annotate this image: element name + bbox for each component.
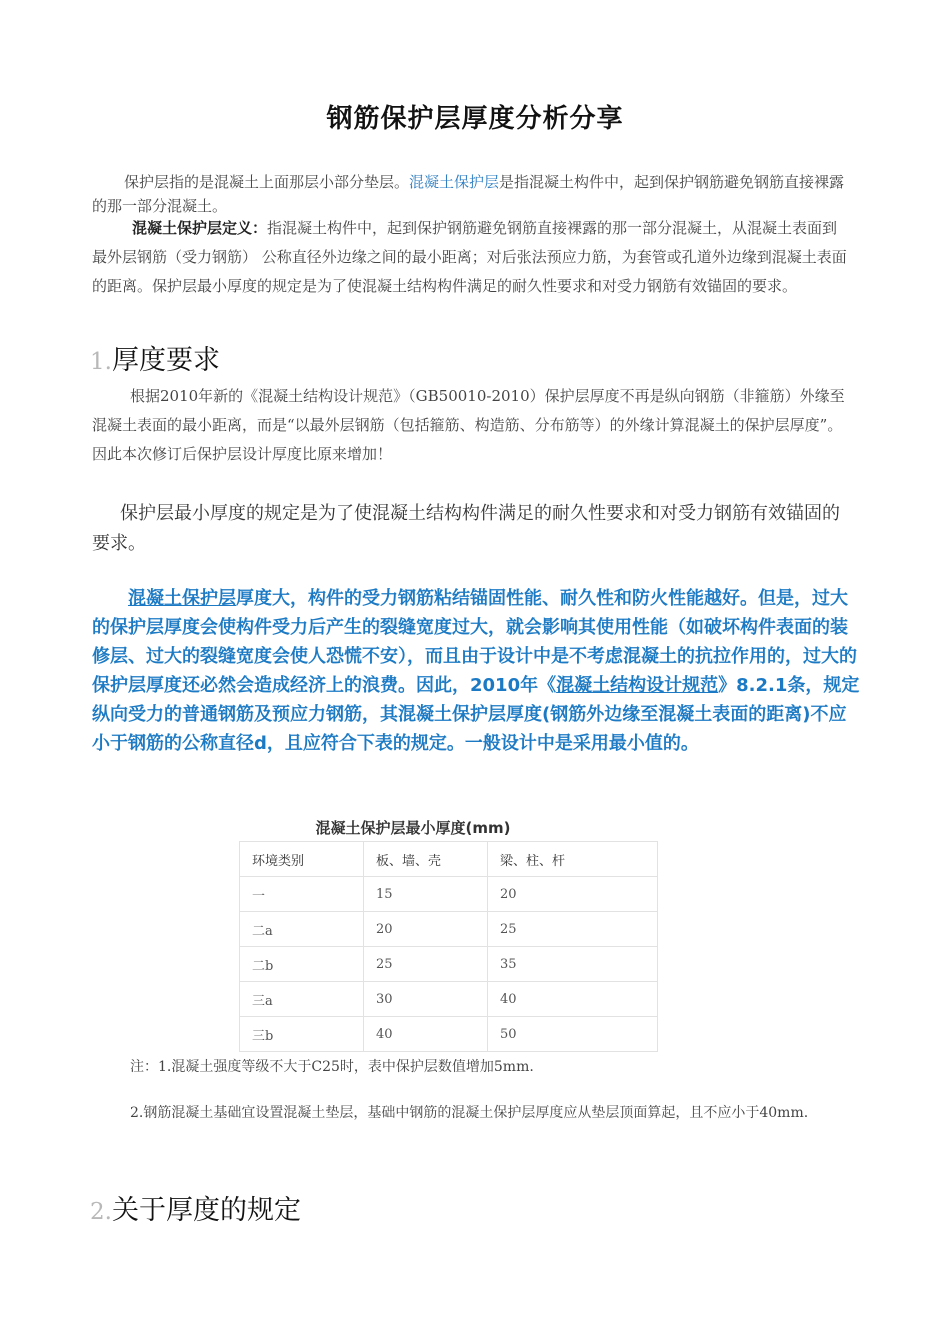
table-cell: 20 (488, 877, 658, 912)
table-row (240, 982, 658, 1017)
table-cell: 25 (488, 912, 658, 947)
header-slab-wall-shell: 板、墙、壳 (364, 842, 488, 877)
table-cell: 50 (488, 1017, 658, 1052)
table-cell: 30 (364, 982, 488, 1017)
intro-paragraph (92, 170, 852, 218)
page-title: 钢筋保护层厚度分析分享 (326, 104, 624, 134)
table-cell: 一 (240, 877, 364, 912)
table-cell: 35 (488, 947, 658, 982)
concrete-cover-link-2[interactable]: 混凝土保护层 (128, 588, 236, 609)
cover-thickness-table (239, 841, 658, 1052)
table-cell: 三a (240, 982, 364, 1017)
blue-emphasis-paragraph (92, 584, 862, 758)
section-1-title: 厚度要求 (111, 345, 220, 376)
table-cell: 二b (240, 947, 364, 982)
definition-label: 混凝土保护层定义： (132, 219, 268, 237)
table-caption: 混凝土保护层最小厚度(mm) (315, 819, 511, 837)
section-1-number: 1. (90, 349, 112, 375)
definition-paragraph (92, 214, 852, 301)
table-row (240, 912, 658, 947)
table-row (240, 947, 658, 982)
concrete-code-link[interactable]: 混凝土结构设计规范 (556, 675, 719, 696)
table-cell: 40 (364, 1017, 488, 1052)
table-cell: 25 (364, 947, 488, 982)
table-cell: 二a (240, 912, 364, 947)
table-note-1: 注：1.混凝土强度等级不大于C25时，表中保护层数值增加5mm. (130, 1059, 534, 1075)
section-heading-2 (90, 1188, 301, 1227)
table-row (240, 877, 658, 912)
table-row (240, 1017, 658, 1052)
section-2-number: 2. (90, 1199, 112, 1225)
table-cell: 15 (364, 877, 488, 912)
blue-text-1: 厚度大，构件的受力钢筋粘结锚固性能、耐久性和防火性能越好。但是，过大的保护层厚度会使构件受力后产生的裂缝宽度过大，就会影响其使用性能（如破坏构件表面的装修层、过大的裂缝宽度会使人恐慌不安），而且由于设计中是不考虑混凝土的抗拉作用的，过大的保护层厚度还必然会造成经济上的浪费。因此，2010年《 (92, 588, 857, 696)
table-note-2: 2.钢筋混凝土基础宜设置混凝土垫层，基础中钢筋的混凝土保护层厚度应从垫层顶面算起，且不应小于40mm. (130, 1105, 809, 1121)
header-env-class: 环境类别 (240, 842, 364, 877)
section-heading-1 (90, 338, 220, 377)
section-2-title: 关于厚度的规定 (111, 1195, 301, 1226)
concrete-cover-link[interactable]: 混凝土保护层 (409, 173, 500, 191)
table-header-row (240, 842, 658, 877)
intro-text-after: 是指混凝土构件中，起到保护钢筋避免钢筋直接裸露的那一部分混凝土。 (92, 173, 845, 215)
section-1-paragraph-2: 保护层最小厚度的规定是为了使混凝土结构构件满足的耐久性要求和对受力钢筋有效锚固的要求。 (92, 503, 840, 554)
table-cell: 三b (240, 1017, 364, 1052)
table-cell: 20 (364, 912, 488, 947)
blue-text-2: 》8.2.1条，规定纵向受力的普通钢筋及预应力钢筋，其混凝土保护层厚度(钢筋外边缘至混凝土表面的距离)不应小于钢筋的公称直径d，且应符合下表的规定。一般设计中是采用最小值的。 (92, 675, 860, 754)
header-beam-column-bar: 梁、柱、杆 (488, 842, 658, 877)
intro-text-before: 保护层指的是混凝土上面那层小部分垫层。 (124, 173, 410, 191)
table-cell: 40 (488, 982, 658, 1017)
definition-text: 指混凝土构件中，起到保护钢筋避免钢筋直接裸露的那一部分混凝土，从混凝土表面到最外层钢筋（受力钢筋） 公称直径外边缘之间的最小距离；对后张法预应力筋，为套管或孔道外边缘到混凝土表面的距离。保护层最小厚度的规定是为了使混凝土结构构件满足的耐久性要求和对受力钢筋有效锚固的要求。 (92, 219, 847, 295)
section-1-paragraph-1: 根据2010年新的《混凝土结构设计规范》（GB50010-2010）保护层厚度不再是纵向钢筋（非箍筋）外缘至混凝土表面的最小距离，而是“以最外层钢筋（包括箍筋、构造筋、分布筋等）的外缘计算混凝土的保护层厚度”。因此本次修订后保护层设计厚度比原来增加！ (92, 387, 845, 463)
